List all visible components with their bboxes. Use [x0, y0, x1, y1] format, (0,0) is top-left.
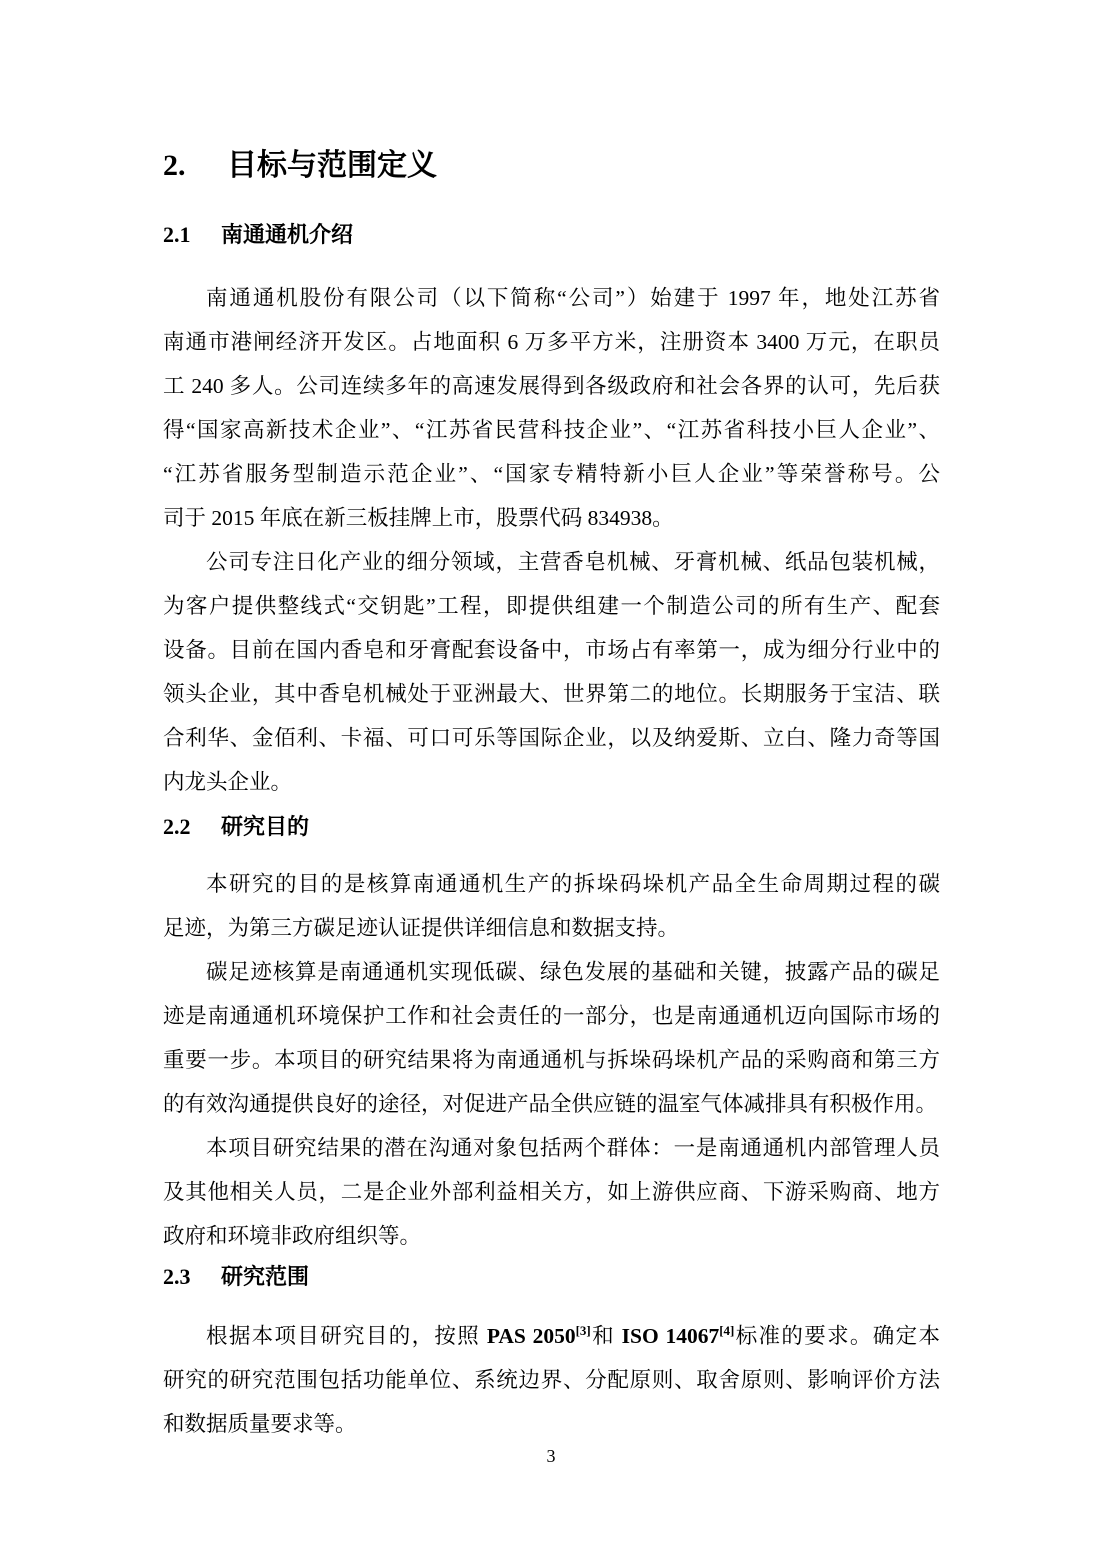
- text-line: 公司专注日化产业的细分领域，主营香皂机械、牙膏机械、纸品包装机械，: [206, 550, 940, 574]
- text-line: 南通市港闸经济开发区。占地面积 6 万多平方米，注册资本 3400 万元，在职员: [163, 330, 940, 354]
- subheading-2-1-title: 南通通机介绍: [221, 222, 354, 247]
- citation-marker-4: [4]: [719, 1322, 735, 1338]
- subheading-2-3: [163, 1262, 940, 1292]
- paragraph-company-intro-1: [163, 276, 940, 540]
- standard-reference-iso14067: ISO 14067: [621, 1324, 720, 1348]
- paragraph-company-intro-2: [163, 540, 940, 804]
- text-line: 重要一步。本项目的研究结果将为南通通机与拆垛码垛机产品的采购商和第三方: [163, 1048, 940, 1072]
- text-line: 和数据质量要求等。: [163, 1412, 357, 1436]
- text-line: “江苏省服务型制造示范企业”、“国家专精特新小巨人企业”等荣誉称号。公: [163, 462, 940, 486]
- standard-reference-pas2050: PAS 2050: [486, 1324, 576, 1348]
- text-line: 工 240 多人。公司连续多年的高速发展得到各级政府和社会各界的认可，先后获: [163, 374, 940, 398]
- section-heading: [163, 146, 940, 186]
- paragraph-purpose-1: [163, 862, 940, 950]
- paragraph-purpose-3: [163, 1126, 940, 1258]
- text-line: 的有效沟通提供良好的途径，对促进产品全供应链的温室气体减排具有积极作用。: [163, 1092, 938, 1116]
- subheading-2-1-number: 2.1: [163, 222, 191, 247]
- text-line: 本项目研究结果的潜在沟通对象包括两个群体：一是南通通机内部管理人员: [206, 1136, 940, 1160]
- text-line: 南通通机股份有限公司（以下简称“公司”）始建于 1997 年，地处江苏省: [206, 286, 940, 310]
- text-line: 迹是南通通机环境保护工作和社会责任的一部分，也是南通通机迈向国际市场的: [163, 1004, 940, 1028]
- text-line: 合利华、金佰利、卡福、可口可乐等国际企业，以及纳爱斯、立白、隆力奇等国: [163, 726, 940, 750]
- page-number: 3: [546, 1446, 556, 1466]
- text-segment: 和: [590, 1324, 622, 1348]
- text-line: 司于 2015 年底在新三板挂牌上市，股票代码 834938。: [163, 506, 674, 530]
- text-line: 研究的研究范围包括功能单位、系统边界、分配原则、取舍原则、影响评价方法: [163, 1368, 940, 1392]
- subheading-2-3-title: 研究范围: [221, 1264, 310, 1289]
- subheading-2-2-title: 研究目的: [221, 814, 310, 839]
- paragraph-purpose-2: [163, 950, 940, 1126]
- text-segment: 标准的要求。确定本: [734, 1324, 940, 1348]
- text-line: 本研究的目的是核算南通通机生产的拆垛码垛机产品全生命周期过程的碳: [206, 872, 940, 896]
- subheading-2-3-number: 2.3: [163, 1264, 191, 1289]
- section-heading-title: 目标与范围定义: [227, 149, 437, 182]
- subheading-2-2-number: 2.2: [163, 814, 191, 839]
- text-line: 及其他相关人员，二是企业外部利益相关方，如上游供应商、下游采购商、地方: [163, 1180, 940, 1204]
- paragraph-scope: [163, 1314, 940, 1446]
- text-line: 领头企业，其中香皂机械处于亚洲最大、世界第二的地位。长期服务于宝洁、联: [163, 682, 940, 706]
- subheading-2-1: [163, 220, 940, 250]
- text-line: 设备。目前在国内香皂和牙膏配套设备中，市场占有率第一，成为细分行业中的: [163, 638, 940, 662]
- text-line: 内龙头企业。: [163, 770, 293, 794]
- text-line: 得“国家高新技术企业”、“江苏省民营科技企业”、“江苏省科技小巨人企业”、: [163, 418, 940, 442]
- text-segment: 根据本项目研究目的，按照: [206, 1324, 487, 1348]
- text-line: 为客户提供整线式“交钥匙”工程，即提供组建一个制造公司的所有生产、配套: [163, 594, 940, 618]
- text-line: 碳足迹核算是南通通机实现低碳、绿色发展的基础和关键，披露产品的碳足: [206, 960, 940, 984]
- citation-marker-3: [3]: [575, 1322, 591, 1338]
- section-heading-number: 2.: [163, 149, 186, 182]
- text-line: 足迹，为第三方碳足迹认证提供详细信息和数据支持。: [163, 916, 680, 940]
- text-line: 政府和环境非政府组织等。: [163, 1224, 422, 1248]
- text-line-with-references: [163, 1314, 940, 1358]
- subheading-2-2: [163, 812, 940, 842]
